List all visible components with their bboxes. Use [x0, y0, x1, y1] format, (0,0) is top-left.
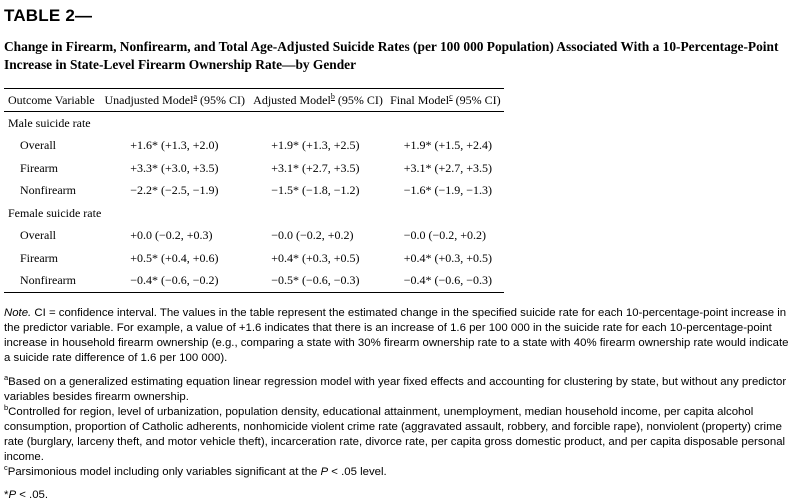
group-label: Male suicide rate	[8, 115, 91, 130]
group-row-male	[4, 112, 504, 135]
footnote-mark-a: a	[193, 91, 198, 101]
table-row	[4, 180, 504, 203]
footnote-mark-c: c	[449, 91, 453, 101]
table-row	[4, 135, 504, 158]
row-label: Overall	[20, 228, 56, 243]
cell-final: −0.4* (−0.6, −0.3)	[387, 270, 504, 293]
cell-unadjusted: +1.6* (+1.3, +2.0)	[130, 138, 219, 153]
cell-adjusted: +0.4* (+0.3, +0.5)	[271, 250, 360, 265]
table-row	[4, 247, 504, 270]
results-table	[4, 88, 504, 293]
cell-final: +1.9* (+1.5, +2.4)	[403, 138, 493, 153]
cell-final: +0.4* (+0.3, +0.5)	[403, 250, 493, 265]
header-final: Final Model$^c$ (95% CI)	[390, 91, 501, 107]
table-row	[4, 270, 504, 293]
cell-unadjusted: −2.2* (−2.5, −1.9)	[130, 183, 219, 198]
cell-unadjusted: +3.3* (+3.0, +3.5)	[130, 160, 219, 175]
cell-adjusted: −0.5* (−0.6, −0.3)	[249, 270, 386, 293]
header-outcome: Outcome Variable	[8, 92, 95, 107]
group-row-female	[4, 202, 504, 225]
cell-adjusted: +1.9* (+1.3, +2.5)	[271, 138, 360, 153]
row-label: Firearm	[20, 250, 58, 265]
table-label: TABLE 2—	[4, 6, 93, 25]
cell-adjusted: −1.5* (−1.8, −1.2)	[271, 183, 360, 198]
header-unadjusted: Unadjusted Model$^a$ (95% CI)	[104, 91, 246, 107]
footnote-a: $^a$Based on a generalized estimating equation linear regression model with year fixed effects and accounting for clustering by state, but without any predictor variables besides firearm ownership.	[4, 373, 787, 403]
header-row	[4, 89, 504, 112]
cell-adjusted: −0.0 (−0.2, +0.2)	[271, 228, 354, 243]
note-paragraph: Note. CI = confidence interval. The values in the table represent the estimated change in the specified suicide rate for each 10-percentage-point increase in the predictor variable. For example, a value of +1.6 indicates that there is an increase of 1.6 per 100 000 in the suicide rate for each 10-percentage-point increase in household firearm ownership (e.g., comparing a state with 30% firearm ownership rate to a state with 40% firearm ownership rate would indicate a suicide rate difference of 1.6 per 100 000).	[4, 307, 789, 364]
cell-unadjusted: +0.0 (−0.2, +0.3)	[130, 228, 213, 243]
table-row	[4, 157, 504, 180]
header-adjusted: Adjusted Model$^b$ (95% CI)	[253, 91, 383, 107]
row-label: Nonfirearm	[20, 183, 76, 198]
table-caption: Change in Firearm, Nonfirearm, and Total Age-Adjusted Suicide Rates (per 100 000 Population) Associated With a 10-Percentage-Point Increase in State-Level Firearm Ownership Rate—by Gender	[4, 39, 779, 72]
row-label: Overall	[20, 138, 56, 153]
footnote-mark-b: b	[330, 91, 335, 101]
cell-final: +3.1* (+2.7, +3.5)	[403, 160, 493, 175]
significance-note: *P < .05.	[4, 489, 49, 501]
footnote-c: $^c$Parsimonious model including only variables significant at the P < .05 level.	[4, 463, 387, 478]
table-row	[4, 225, 504, 248]
cell-final: −1.6* (−1.9, −1.3)	[403, 183, 493, 198]
footnote-b: $^b$Controlled for region, level of urbanization, population density, educational attainment, unemployment, median household income, per capita alcohol consumption, proportion of Catholic adherents, nonhomicide violent crime rate (aggravated assault, robbery, and forcible rape), nonviolent (property) crime rate (burglary, larceny theft, and motor vehicle theft), incarceration rate, divorce rate, per capita gross domestic product, and per capita disposable personal income.	[4, 403, 786, 463]
cell-adjusted: +3.1* (+2.7, +3.5)	[271, 160, 360, 175]
row-label: Firearm	[20, 160, 58, 175]
group-label: Female suicide rate	[8, 205, 102, 220]
row-label: Nonfirearm	[4, 270, 100, 293]
cell-unadjusted: +0.5* (+0.4, +0.6)	[130, 250, 219, 265]
cell-unadjusted: −0.4* (−0.6, −0.2)	[100, 270, 249, 293]
table-notes	[4, 306, 789, 503]
cell-final: −0.0 (−0.2, +0.2)	[403, 228, 487, 243]
